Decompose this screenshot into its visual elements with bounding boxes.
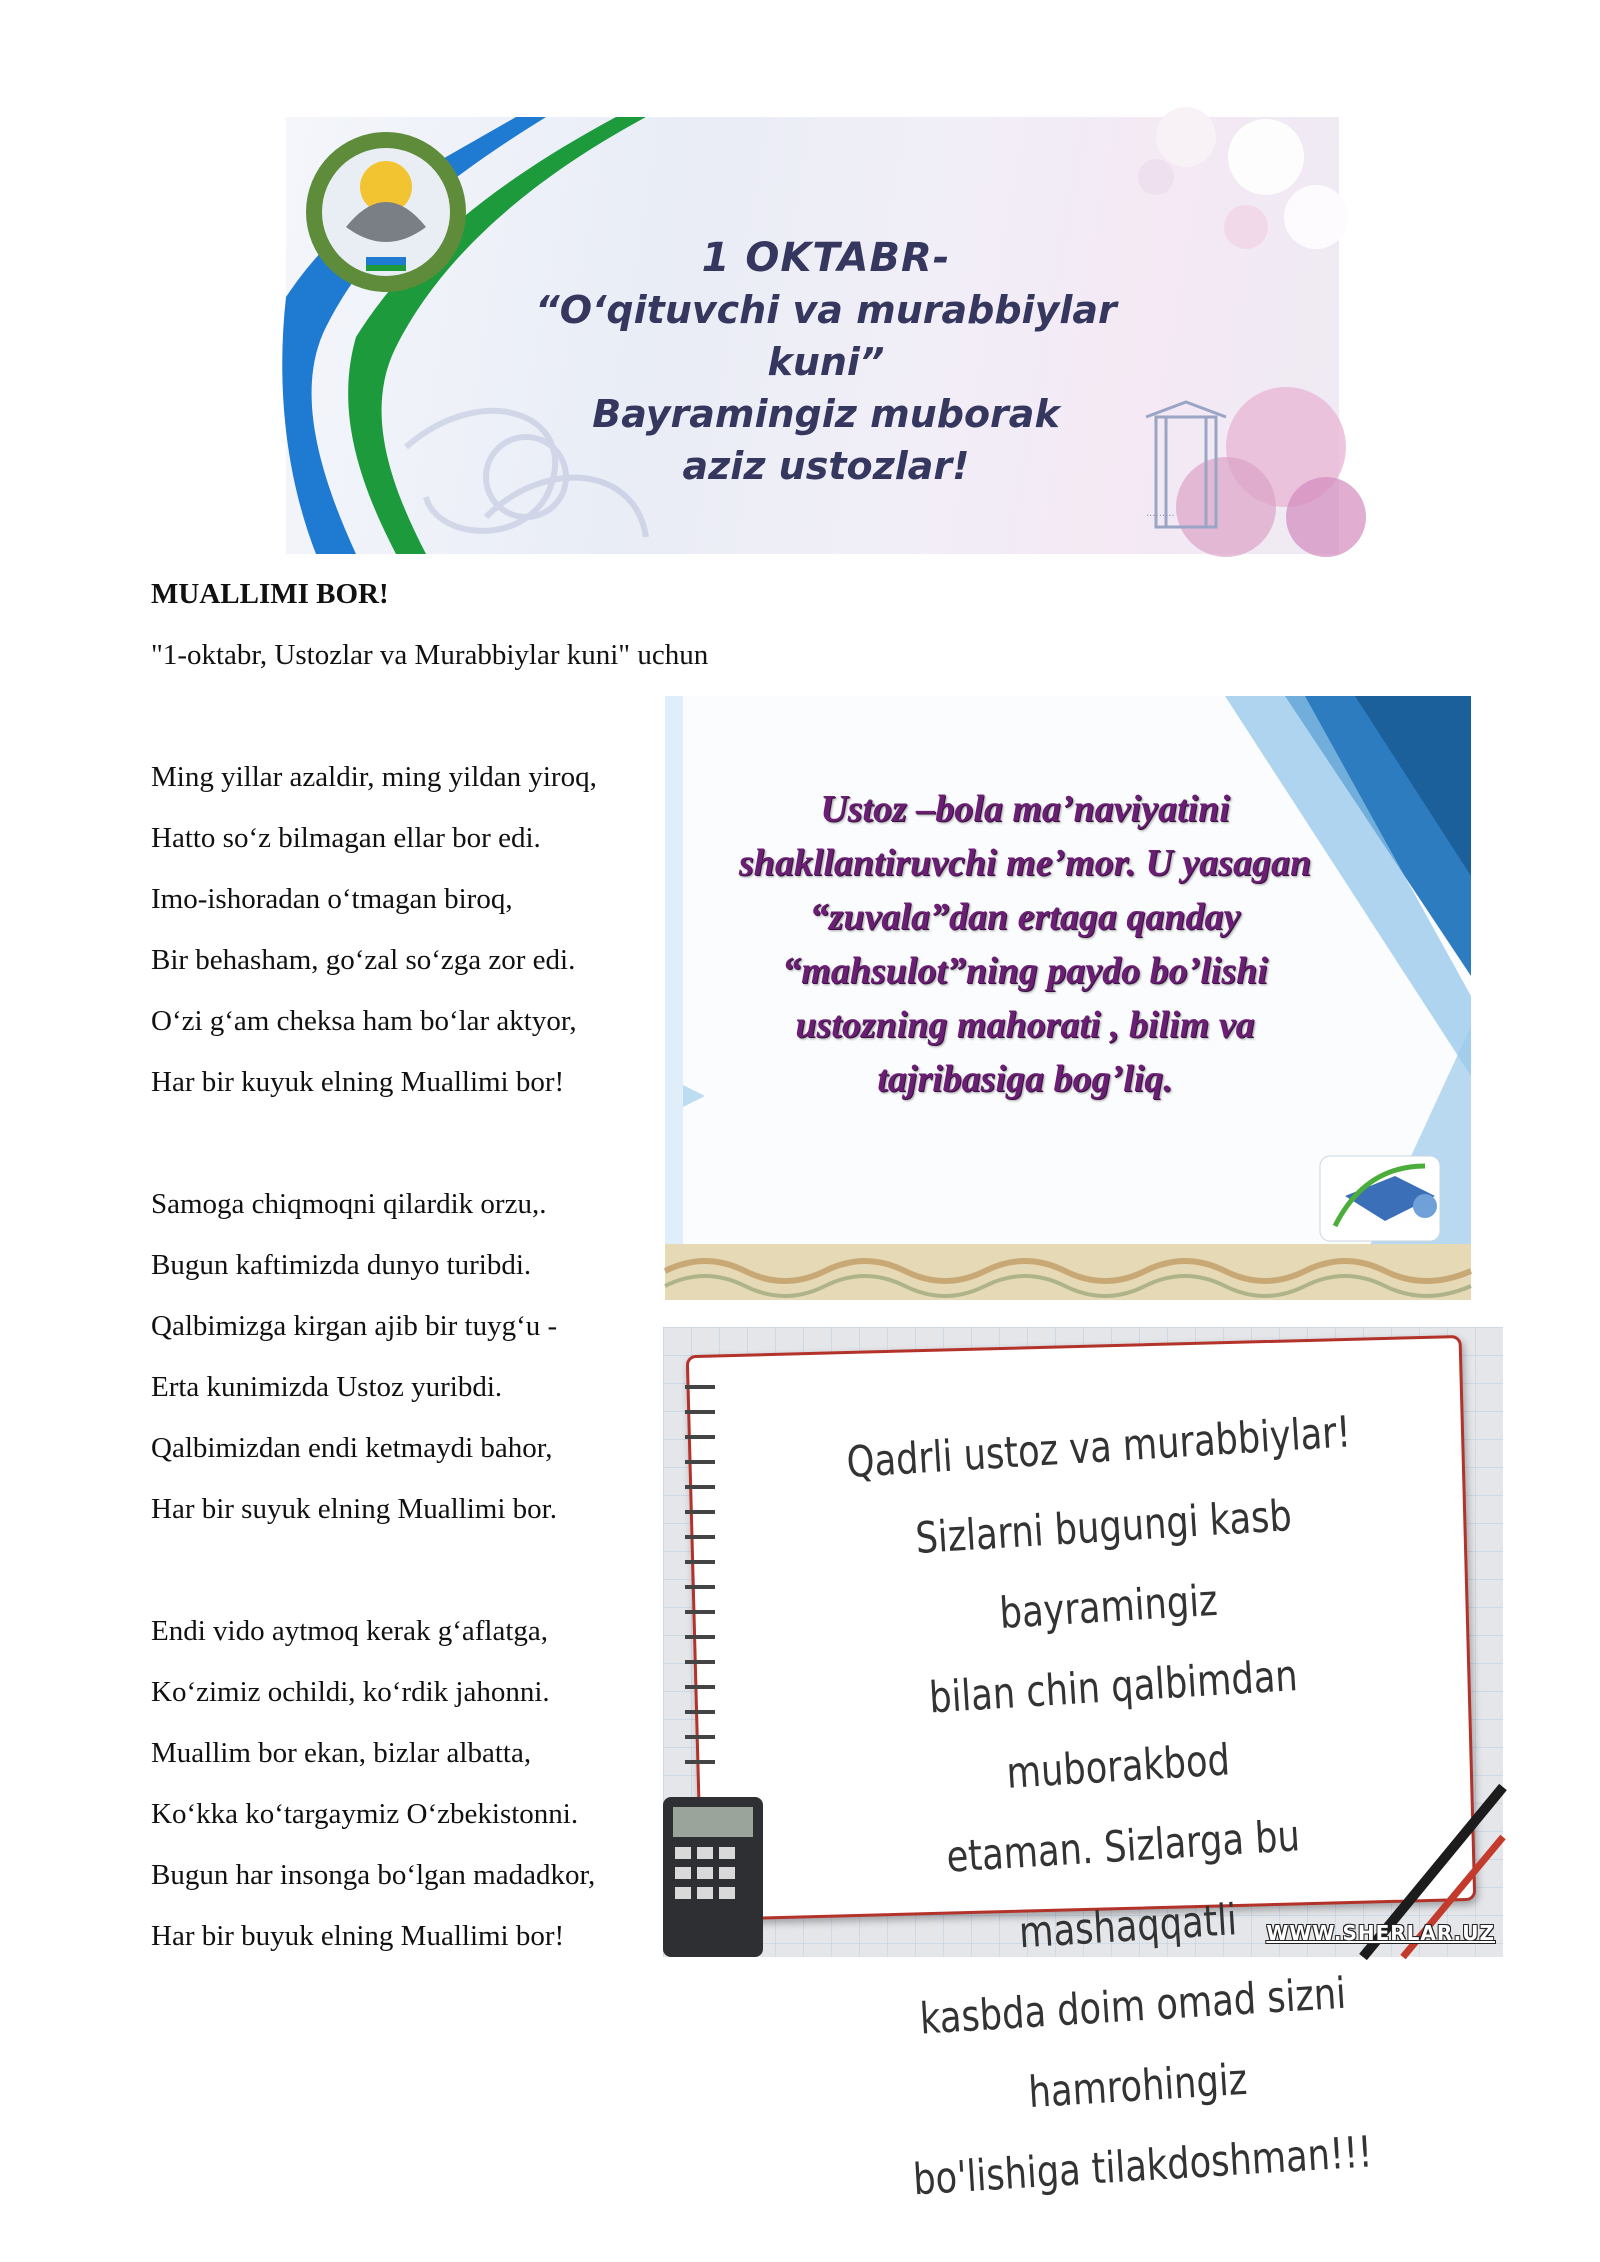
banner-line-holiday: “O‘qituvchi va murabbiylar kuni” [535, 288, 1117, 384]
poem-line: Har bir kuyuk elning Muallimi bor! [151, 1066, 565, 1098]
poem-line: Ko‘zimiz ochildi, ko‘rdik jahonni. [151, 1676, 550, 1708]
greeting-card-notebook [663, 1327, 1503, 2206]
poem-line: Har bir buyuk elning Muallimi bor! [151, 1920, 565, 1952]
quote-line: Ustoz –bola ma’naviyatini [820, 788, 1230, 830]
poem-line: Endi vido aytmoq kerak g‘aflatga, [151, 1615, 549, 1647]
poem-subtitle: "1-oktabr, Ustozlar va Murabbiylar kuni" uchun [151, 639, 709, 671]
banner-greeting [516, 232, 1136, 492]
svg-text:·········: ········· [1146, 511, 1175, 522]
poem-line: Ming yillar azaldir, ming yildan yiroq, [151, 761, 597, 793]
poem-line: Hatto so‘z bilmagan ellar bor edi. [151, 822, 541, 854]
banner-line-address: aziz ustozlar! [682, 444, 970, 488]
quote-line: shakllantiruvchi me’mor. U yasagan [738, 842, 1312, 884]
greeting-line: kasbda doim omad sizni hamrohingiz [918, 1968, 1348, 2119]
flowers-decoration [1138, 107, 1366, 557]
state-emblem-icon [306, 132, 466, 292]
poem-line: Muallim bor ekan, bizlar albatta, [151, 1737, 532, 1769]
site-watermark: WWW.SHERLAR.UZ [1266, 1921, 1495, 1945]
quote-line: “zuvala”dan ertaga qanday [809, 896, 1241, 938]
poem-line: O‘zi g‘am cheksa ham bo‘lar aktyor, [151, 1005, 577, 1037]
holiday-banner [286, 117, 1339, 554]
poem-line: Bugun har insonga bo‘lgan madadkor, [151, 1859, 596, 1891]
poem-line: Qalbimizga kirgan ajib bir tuyg‘u - [151, 1310, 558, 1342]
banner-line-date: 1 OKTABR- [701, 235, 951, 281]
poem-line: Bugun kaftimizda dunyo turibdi. [151, 1249, 532, 1281]
greeting-line: Sizlarni bugungi kasb bayramingiz [914, 1491, 1294, 1640]
greeting-line: bilan chin qalbimdan muborakbod [927, 1651, 1299, 1799]
quote-line: ustozning mahorati , bilim va [795, 1004, 1255, 1046]
poem-line: Samoga chiqmoqni qilardik orzu,. [151, 1188, 547, 1220]
calculator-icon [663, 1797, 763, 1957]
quote-line: “mahsulot”ning paydo bo’lishi [782, 950, 1268, 992]
greeting-line: etaman. Sizlarga bu mashaqqatli [945, 1811, 1302, 1959]
poem-line: Erta kunimizda Ustoz yuribdi. [151, 1371, 503, 1403]
quote-card-text [695, 782, 1355, 1106]
greeting-line: Qadrli ustoz va murabbiylar! [845, 1407, 1353, 1489]
poem-line: Har bir suyuk elning Muallimi bor. [151, 1493, 557, 1525]
poem-line: Ko‘kka ko‘targaymiz O‘zbekistonni. [151, 1798, 579, 1830]
greeting-line: bo'lishiga tilakdoshman!!! [911, 2127, 1374, 2206]
poem-line: Bir behasham, go‘zal so‘zga zor edi. [151, 944, 576, 976]
book-icon [1320, 1156, 1440, 1241]
quote-line: tajribasiga bog’liq. [877, 1058, 1173, 1100]
spiral-binding-icon [685, 1387, 715, 1762]
greeting-card-props [663, 1327, 1503, 1957]
poem-line: Qalbimizdan endi ketmaydi bahor, [151, 1432, 553, 1464]
poem-title: MUALLIMI BOR! [151, 578, 389, 610]
poem-line: Imo-ishoradan o‘tmagan biroq, [151, 883, 513, 915]
banner-line-greeting: Bayramingiz muborak [592, 392, 1060, 436]
quote-card-architect [665, 696, 1471, 1300]
